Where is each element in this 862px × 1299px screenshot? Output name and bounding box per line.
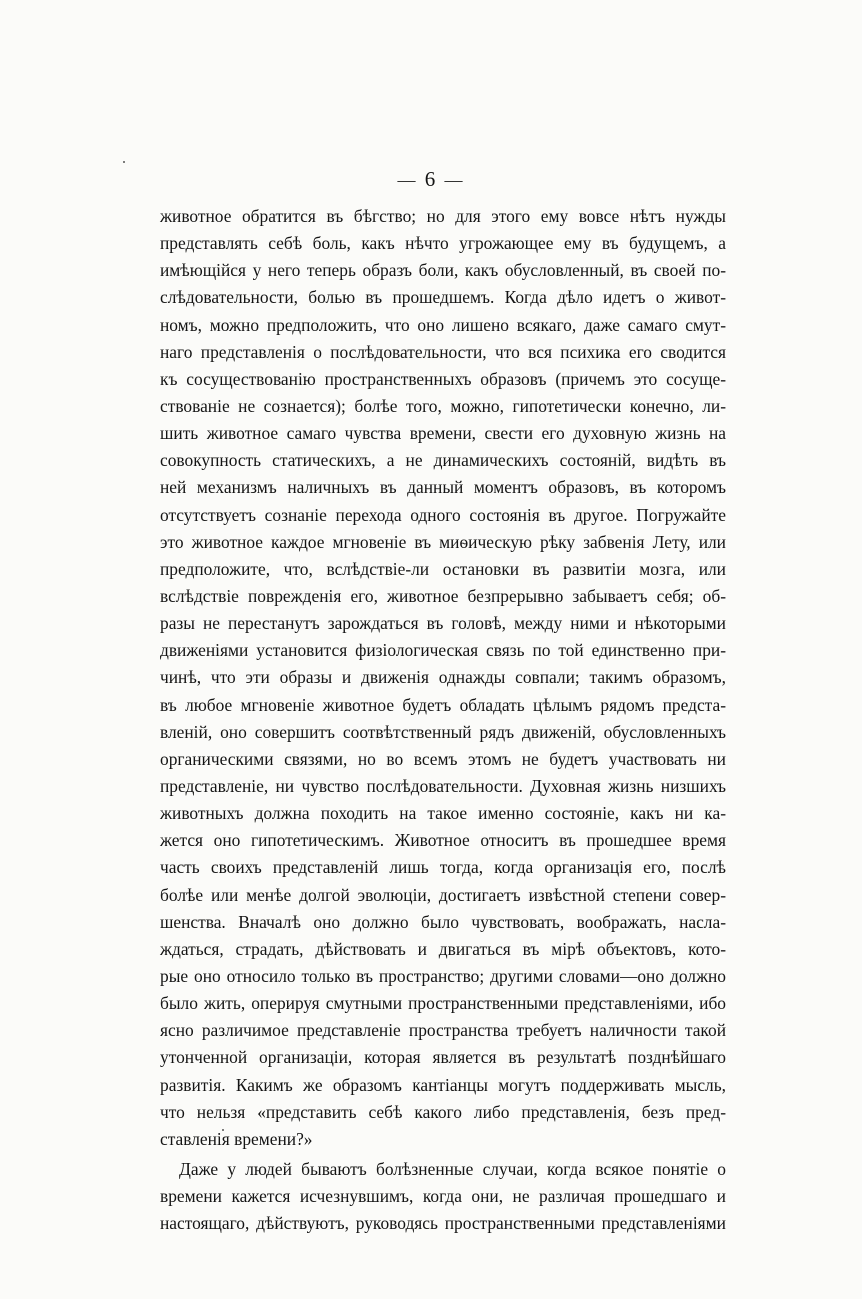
- text-line: представлять себѣ боль, какъ нѣчто угрожающее ему въ будущемъ, а: [160, 233, 726, 254]
- text-line: шить животное самаго чувства времени, свести его духовную жизнь на: [160, 423, 726, 444]
- text-line: болѣе или менѣе долгой эволюціи, достигаетъ извѣстной степени совер-: [160, 884, 726, 905]
- text-line: настоящаго, дѣйствуютъ, руководясь пространственными представленіями: [160, 1213, 726, 1234]
- text-line: вленій, оно совершитъ соотвѣтственный рядъ движеній, обусловленныхъ: [160, 721, 726, 742]
- text-line: Даже у людей бываютъ болѣзненные случаи, когда всякое понятіе о: [179, 1158, 726, 1179]
- text-line: животныхъ должна походить на такое именно состояніе, какъ ни ка-: [160, 803, 726, 824]
- text-line: имѣющійся у него теперь образъ боли, какъ обусловленный, въ своей по-: [160, 260, 726, 281]
- page-number-header: — 6 —: [397, 167, 465, 191]
- text-line: шенства. Вначалѣ оно должно было чувствовать, воображать, насла-: [160, 911, 726, 932]
- paragraph-1: [160, 203, 726, 1153]
- text-line: вслѣдствіе поврежденія его, животное безпрерывно забываетъ себя; об-: [160, 585, 726, 606]
- text-line: къ сосуществованію пространственныхъ образовъ (причемъ это сосуще-: [160, 368, 726, 389]
- text-line: движеніями установится физіологическая связь по той единственно при-: [160, 640, 726, 661]
- text-line: номъ, можно предположить, что оно лишено всякаго, даже самаго смут-: [160, 314, 726, 335]
- text-line: чинѣ, что эти образы и движенія однажды совпали; такимъ образомъ,: [160, 667, 726, 688]
- text-line: развитія. Какимъ же образомъ кантіанцы могутъ поддерживать мысль,: [160, 1074, 726, 1095]
- text-line: слѣдовательности, болью въ прошедшемъ. Когда дѣло идетъ о живот-: [160, 287, 726, 308]
- text-line: времени кажется исчезнувшимъ, когда они, не различая прошедшаго и: [160, 1186, 726, 1207]
- body-text: [160, 203, 726, 1237]
- text-line: часть своихъ представленій лишь тогда, когда организація его, послѣ: [160, 857, 726, 878]
- text-line: ставленія времени?»: [160, 1128, 313, 1149]
- text-line: отсутствуетъ сознаніе перехода одного состоянія въ другое. Погружайте: [160, 504, 726, 525]
- text-line: наго представленія о послѣдовательности, что вся психика его сводится: [160, 341, 726, 362]
- text-line: предположите, что, вслѣдствіе-ли остановки въ развитіи мозга, или: [160, 558, 726, 579]
- text-line: ждаться, страдать, дѣйствовать и двигаться въ мірѣ объектовъ, кото-: [160, 938, 726, 959]
- text-line: ясно различимое представленіе пространства требуетъ наличности такой: [160, 1020, 726, 1041]
- text-line: разы не перестанутъ зарождаться въ головѣ, между ними и нѣкоторыми: [160, 613, 726, 634]
- text-line: это животное каждое мгновеніе въ миѳическую рѣку забвенія Лету, или: [160, 531, 726, 552]
- text-line: что нельзя «представить себѣ какого либо представленія, безъ пред-: [160, 1101, 726, 1122]
- text-line: совокупность статическихъ, а не динамическихъ состояній, видѣть въ: [160, 450, 726, 471]
- text-line: утонченной организаціи, которая является въ результатѣ позднѣйшаго: [160, 1047, 726, 1068]
- text-line: рые оно относило только въ пространство; другими словами—оно должно: [160, 965, 726, 986]
- paragraph-2: [160, 1156, 726, 1237]
- paper-speck: [123, 161, 125, 163]
- page-number: 6: [424, 167, 438, 191]
- text-line: ствованіе не сознается); болѣе того, можно, гипотетически конечно, ли-: [160, 395, 726, 416]
- text-line: ней механизмъ наличныхъ въ данный моментъ образовъ, въ которомъ: [160, 477, 726, 498]
- text-line: жется оно гипотетическимъ. Животное относитъ въ прошедшее время: [160, 830, 726, 851]
- text-line: было жить, оперируя смутными пространственными представленіями, ибо: [160, 993, 726, 1014]
- text-line: въ любое мгновеніе животное будетъ обладать цѣлымъ рядомъ предста-: [160, 694, 726, 715]
- text-line: органическими связями, но во всемъ этомъ не будетъ участвовать ни: [160, 748, 726, 769]
- text-line: животное обратится въ бѣгство; но для этого ему вовсе нѣтъ нужды: [160, 206, 726, 226]
- text-line: представленіе, ни чувство послѣдовательности. Духовная жизнь низшихъ: [160, 775, 726, 796]
